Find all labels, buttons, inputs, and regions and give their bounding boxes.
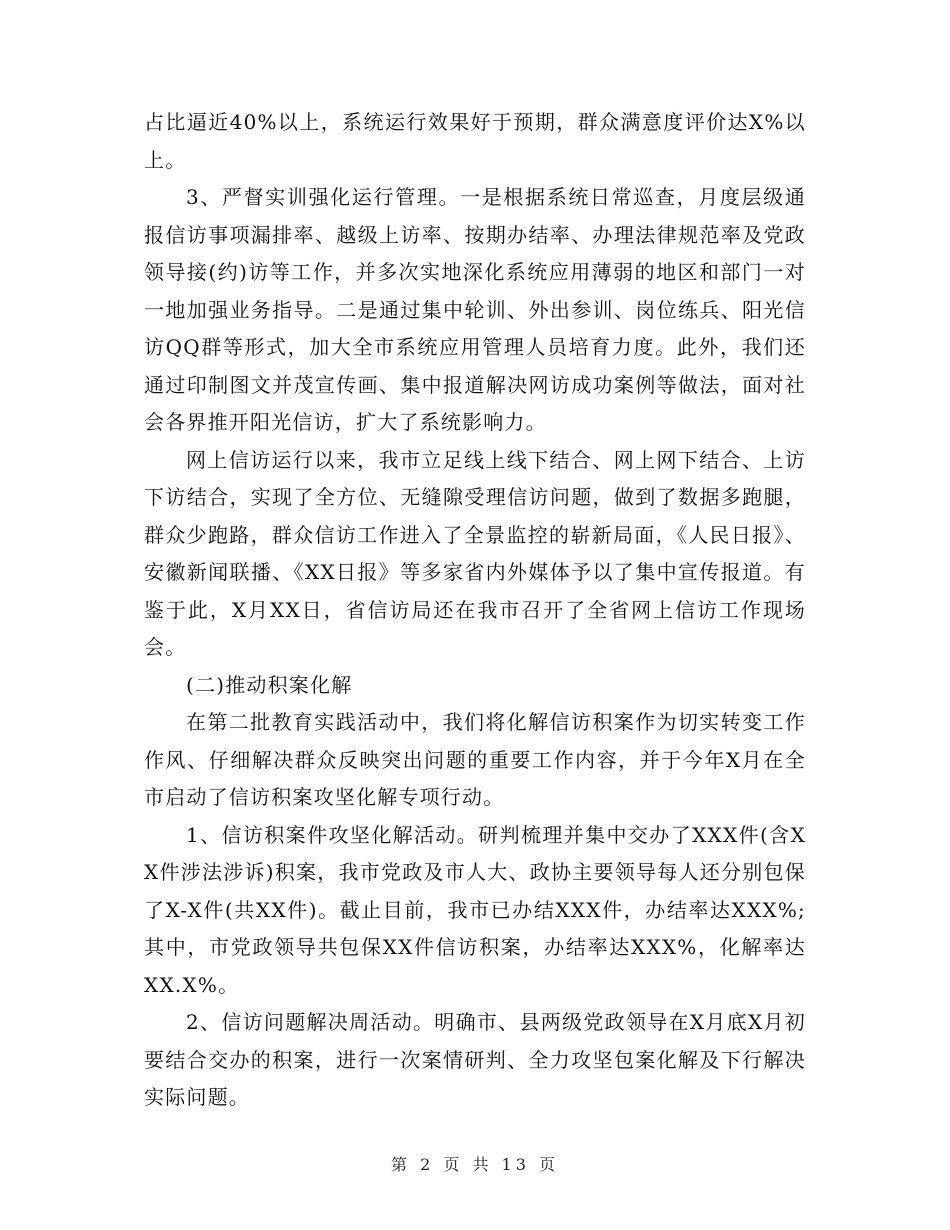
paragraph-2: 3、严督实训强化运行管理。一是根据系统日常巡查，月度层级通报信访事项漏排率、越级上访率、按期办结率、办理法律规范率及党政领导接(约)访等工作，并多次实地深化系统应用薄弱的地区和部门一对一地加强业务指导。二是通过集中轮训、外出参训、岗位练兵、阳光信访QQ群等形式，加大全市系统应用管理人员培育力度。此外，我们还通过印制图文并茂宣传画、集中报道解决网访成功案例等做法，面对社会各界推开阳光信访，扩大了系统影响力。 (144, 185, 806, 434)
paragraph-4: 在第二批教育实践活动中，我们将化解信访积案作为切实转变工作作风、仔细解决群众反映突出问题的重要工作内容，并于今年X月在全市启动了信访积案攻坚化解专项行动。 (144, 710, 806, 809)
paragraph-1: 占比逼近40%以上，系统运行效果好于预期，群众满意度评价达X%以上。 (144, 110, 806, 172)
section-heading: (二)推动积案化解 (186, 672, 353, 697)
document-body (144, 104, 806, 1117)
page-number-footer: 第 2 页 共 13 页 (391, 1155, 559, 1174)
paragraph-5: 1、信访积案件攻坚化解活动。研判梳理并集中交办了XXX件(含XX件涉法涉诉)积案，我市党政及市人大、政协主要领导每人还分别包保了X-X件(共XX件)。截止目前，我市已办结XXX件，办结率达XXX%;其中，市党政领导共包保XX件信访积案，办结率达XXX%，化解率达XX.X%。 (144, 822, 806, 997)
paragraph-3: 网上信访运行以来，我市立足线上线下结合、网上网下结合、上访下访结合，实现了全方位、无缝隙受理信访问题，做到了数据多跑腿，群众少跑路，群众信访工作进入了全景监控的崭新局面，《人民日报》、安徽新闻联播、《XX日报》等多家省内外媒体予以了集中宣传报道。有鉴于此，X月XX日，省信访局还在我市召开了全省网上信访工作现场会。 (144, 447, 806, 659)
paragraph-6: 2、信访问题解决周活动。明确市、县两级党政领导在X月底X月初要结合交办的积案，进行一次案情研判、全力攻坚包案化解及下行解决实际问题。 (144, 1010, 806, 1109)
